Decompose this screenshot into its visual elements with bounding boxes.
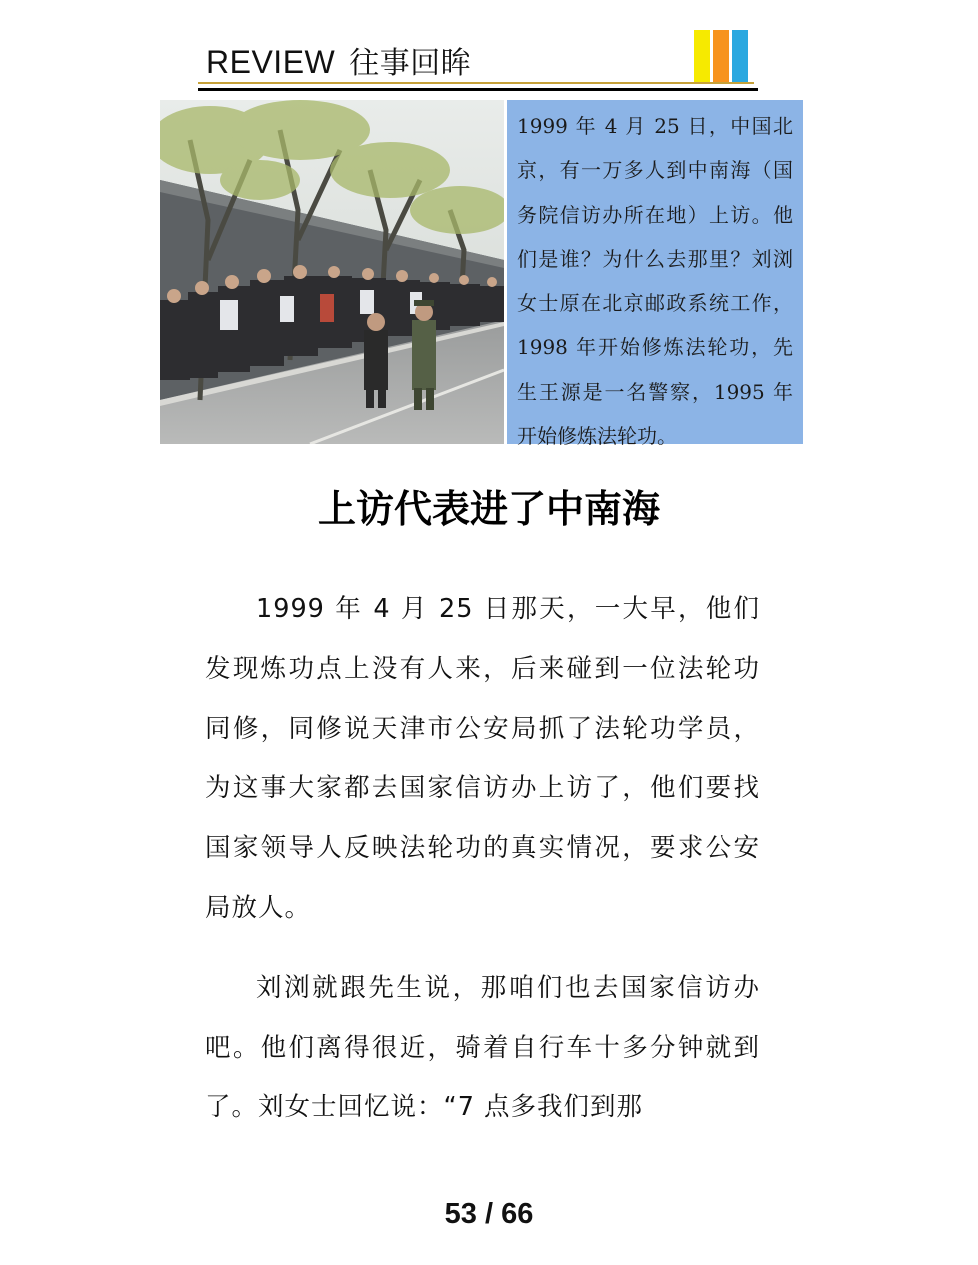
article-paragraph: 刘浏就跟先生说，那咱们也去国家信访办吧。他们离得很近，骑着自行车十多分钟就到了。刘女士回忆说：“7 点多我们到那 bbox=[205, 972, 760, 1123]
blue-bar bbox=[732, 30, 748, 82]
page-header bbox=[198, 30, 758, 92]
header-title bbox=[206, 38, 471, 82]
header-color-bars bbox=[694, 30, 750, 82]
caption-text: 1999 年 4 月 25 日，中国北京，有一万多人到中南海（国务院信访办所在地）上访。他们是谁？为什么去那里？刘浏女士原在北京邮政系统工作，1998 年开始修炼法轮功，先生王源是一名警察，1995 年开始修炼法轮功。 bbox=[517, 114, 793, 449]
article-body bbox=[205, 580, 760, 1138]
header-rule-gold bbox=[198, 82, 754, 84]
photo-caption bbox=[507, 100, 803, 449]
header-title-cn: 往事回眸 bbox=[349, 46, 472, 81]
yellow-bar bbox=[694, 30, 710, 82]
article-title: 上访代表进了中南海 bbox=[317, 487, 660, 531]
article-paragraph: 1999 年 4 月 25 日那天，一大早，他们发现炼功点上没有人来，后来碰到一位法轮功同修，同修说天津市公安局抓了法轮功学员，为这事大家都去国家信访办上访了，他们要找国家领导人反映法轮功的真实情况，要求公安局放人。 bbox=[205, 594, 760, 923]
page-number: 53 / 66 bbox=[444, 1198, 534, 1230]
protest-photo bbox=[160, 100, 504, 444]
header-rule-black bbox=[198, 88, 758, 91]
header-title-en: REVIEW bbox=[206, 44, 336, 80]
orange-bar bbox=[713, 30, 729, 82]
